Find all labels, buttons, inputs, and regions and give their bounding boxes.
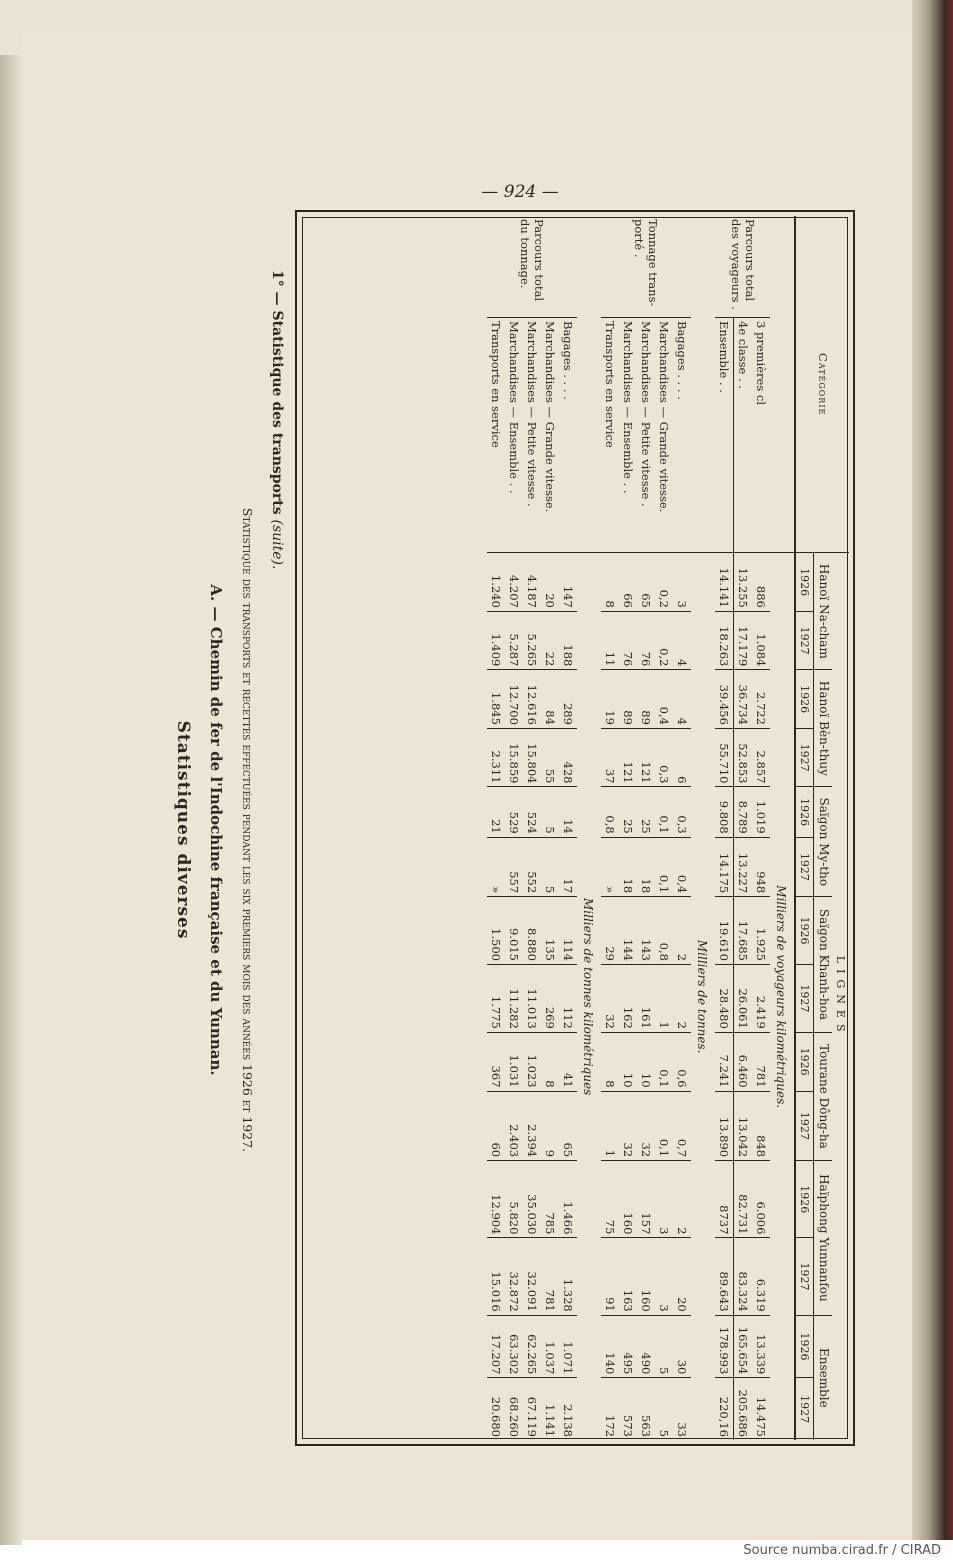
table-cell: 12.700 [505,670,523,729]
year-header: 1926 [795,1161,814,1238]
table-cell: 25 [619,787,637,837]
table-cell: 0,2 [655,553,673,612]
book-edge-right [912,0,953,1540]
table-cell: 1.328 [559,1238,577,1315]
table-cell: 52.853 [734,728,753,787]
table-cell: 13.227 [734,837,753,896]
row-label: Transports en service [601,318,619,553]
table-cell: 13.042 [734,1091,753,1161]
table-cell: 76 [619,611,637,670]
table-cell: 2.722 [752,670,770,729]
section-spacer [577,216,601,553]
category-header: Catégorie [795,216,849,553]
table-cell: 0,1 [655,837,673,896]
group-label: Parcours total des voyageurs . [715,216,770,318]
table-cell: 3 [655,1238,673,1315]
section-spacer [770,216,795,553]
table-cell: 1.925 [752,897,770,965]
table-cell: 18 [619,837,637,896]
table-cell: 13.255 [734,553,753,612]
row-label: 3 premières cl [752,318,770,553]
table-cell: 7.241 [715,1032,734,1091]
table-cell: 21 [487,787,505,837]
table-cell: 37 [601,728,619,787]
row-label: Bagages . . . . [559,318,577,553]
table-cell: 68.260 [505,1378,523,1440]
year-header: 1927 [795,728,814,787]
table-cell: 6.460 [734,1032,753,1091]
group-label: Tonnage trans-porté . [601,216,691,318]
table-cell: 144 [619,897,637,965]
table-cell: 2 [673,1161,691,1238]
table-cell: 8 [601,553,619,612]
table-cell: 4.207 [505,553,523,612]
table-cell: 17.685 [734,897,753,965]
table-cell: 10 [619,1032,637,1091]
table-cell: 529 [505,787,523,837]
table-cell: 172 [601,1378,619,1440]
table-cell: 67.119 [523,1378,541,1440]
table-cell: 1 [655,964,673,1032]
table-cell: 2.403 [505,1091,523,1161]
table-cell: 15.804 [523,728,541,787]
table-cell: 13.890 [715,1091,734,1161]
table-cell: 32 [619,1091,637,1161]
line-header: Saïgon Khanh-hoa [814,897,832,1033]
table-cell: 36.734 [734,670,753,729]
year-header: 1926 [795,1315,814,1378]
table-row [655,216,673,1440]
table-cell: 4 [673,670,691,729]
table-cell: 161 [637,964,655,1032]
table-cell: 524 [523,787,541,837]
table-cell: 17.207 [487,1315,505,1378]
table-cell: 65 [559,1091,577,1161]
table-cell: 848 [752,1091,770,1161]
table-cell: 11.282 [505,964,523,1032]
year-header: 1926 [795,897,814,965]
table-cell: 28.480 [715,964,734,1032]
table-cell: 269 [541,964,559,1032]
table-cell: 178.993 [715,1315,734,1378]
table-cell: 19.610 [715,897,734,965]
table-cell: 1.240 [487,553,505,612]
table-cell: 4.187 [523,553,541,612]
table-cell: 5 [541,837,559,896]
table-cell: 2.419 [752,964,770,1032]
table-cell: 9.015 [505,897,523,965]
table-cell: 83.324 [734,1238,753,1315]
section-subtitle: A. — Chemin de fer de l'Indochine française et du Yunnan. [207,584,225,1076]
table-cell: 563 [637,1378,655,1440]
line-header: Haïphong Yunnanfou [814,1161,832,1316]
table-cell: 19 [601,670,619,729]
table-cell: 3 [673,553,691,612]
table-cell: 557 [505,837,523,896]
table-cell: 75 [601,1161,619,1238]
row-label: Marchandises — Grande vitesse. [655,318,673,553]
table-cell: 32.872 [505,1238,523,1315]
table-cell: 0,3 [655,728,673,787]
table-cell: 15.859 [505,728,523,787]
table-row [487,216,505,1440]
section-title: Milliers de tonnes. [695,939,710,1054]
section-title-row [770,216,795,1440]
table-cell: 8.789 [734,787,753,837]
table-cell: 32 [601,964,619,1032]
table-cell: 3 [655,1161,673,1238]
year-header: 1926 [795,670,814,729]
table-cell: 10 [637,1032,655,1091]
table-cell: 65 [637,553,655,612]
section-heading-suffix: (suite). [269,519,285,570]
table-cell: 8 [601,1032,619,1091]
table-cell: 1.500 [487,897,505,965]
table-cell: 25 [637,787,655,837]
table-cell: 6.319 [752,1238,770,1315]
table-cell: 162 [619,964,637,1032]
table-cell: 15.016 [487,1238,505,1315]
table-cell: 948 [752,837,770,896]
table-cell: 5.820 [505,1161,523,1238]
table-cell: 11.013 [523,964,541,1032]
table-row [559,216,577,1440]
table-cell: 5.287 [505,611,523,670]
table-cell: 495 [619,1315,637,1378]
table-cell: 0,1 [655,1032,673,1091]
table-row [601,216,619,1440]
lignes-header: LIGNES [834,955,847,1038]
table-cell: 12.616 [523,670,541,729]
table-cell: 1 [601,1091,619,1161]
table-cell: 5 [655,1315,673,1378]
source-credit: Source numba.cirad.fr / CIRAD [743,1543,941,1558]
table-row [505,216,523,1440]
table-cell: 2.138 [559,1378,577,1440]
table-cell: 160 [637,1238,655,1315]
line-header: Hanoï Bèn-thuy [814,670,832,787]
table-cell: 11 [601,611,619,670]
row-label: Marchandises — Ensemble . . [619,318,637,553]
table-cell: 14.475 [752,1378,770,1440]
page-title: Statistiques diverses [173,720,193,940]
table-cell: 18.263 [715,611,734,670]
table-cell: 0,4 [655,670,673,729]
group-label: Parcours total du tonnage. [487,216,577,318]
table-description: Statistique des transports et recettes effectuées pendant les six premiers mois des années 1926 et 1927. [240,507,255,1153]
table-cell: 0,2 [655,611,673,670]
header-row-lignes [832,216,849,1440]
table-cell: 17.179 [734,611,753,670]
table-cell: 121 [619,728,637,787]
table-cell: 1.084 [752,611,770,670]
table-cell: 5 [541,787,559,837]
table-cell: 55.710 [715,728,734,787]
table-row [715,216,734,1440]
table-cell: 20.680 [487,1378,505,1440]
table-cell: 32.091 [523,1238,541,1315]
table-cell: 13.339 [752,1315,770,1378]
table-cell: 41 [559,1032,577,1091]
table-cell: 76 [637,611,655,670]
table-cell: » [487,837,505,896]
line-header: Hanoï Na-cham [814,553,832,670]
table-cell: 157 [637,1161,655,1238]
table-cell: 2.857 [752,728,770,787]
table-cell: 8 [541,1032,559,1091]
table-cell: 22 [541,611,559,670]
year-header: 1926 [795,1032,814,1091]
table-cell: 18 [637,837,655,896]
table-row [523,216,541,1440]
table-cell: 490 [637,1315,655,1378]
year-header: 1927 [795,837,814,896]
table-cell: 188 [559,611,577,670]
table-row [752,216,770,1440]
table-cell: 0,4 [673,837,691,896]
table-cell: » [601,837,619,896]
table-cell: 2 [673,964,691,1032]
table-cell: 1.466 [559,1161,577,1238]
table-cell: 14.141 [715,553,734,612]
table-cell: 114 [559,897,577,965]
table-cell: 9.808 [715,787,734,837]
table-cell: 1.845 [487,670,505,729]
row-label: Bagages . . . . [673,318,691,553]
table-cell: 165.654 [734,1315,753,1378]
table-cell: 0,8 [601,787,619,837]
row-label: Marchandises — Grande vitesse. [541,318,559,553]
table-cell: 1.037 [541,1315,559,1378]
section-heading-prefix: 1° — Statistique des transports [269,270,285,515]
table-cell: 428 [559,728,577,787]
table-cell: 160 [619,1161,637,1238]
rotated-content [115,210,855,1450]
table-cell: 84 [541,670,559,729]
table-cell: 89 [637,670,655,729]
table-cell: 63.302 [505,1315,523,1378]
table-row [541,216,559,1440]
table-cell: 1.141 [541,1378,559,1440]
table-cell: 2 [673,897,691,965]
table-cell: 367 [487,1032,505,1091]
table-cell: 26.061 [734,964,753,1032]
section-title-row [577,216,601,1440]
table-row [619,216,637,1440]
year-header: 1927 [795,1378,814,1440]
table-cell: 20 [541,553,559,612]
table-cell: 781 [752,1032,770,1091]
line-header: Tourane Dông-ha [814,1032,832,1160]
table-cell: 14.175 [715,837,734,896]
table-cell: 32 [637,1091,655,1161]
table-cell: 886 [752,553,770,612]
table-cell: 8.880 [523,897,541,965]
table-cell: 573 [619,1378,637,1440]
table-cell: 0,6 [673,1032,691,1091]
year-header: 1927 [795,611,814,670]
table-cell: 781 [541,1238,559,1315]
row-label: Transports en service [487,318,505,553]
table-cell: 55 [541,728,559,787]
table-cell: 39.456 [715,670,734,729]
table-cell: 9 [541,1091,559,1161]
table-cell: 2.311 [487,728,505,787]
row-label: Marchandises — Ensemble . . [505,318,523,553]
table-cell: 33 [673,1378,691,1440]
table-cell: 135 [541,897,559,965]
section-title: Milliers de voyageurs kilométriques. [774,885,789,1109]
section-heading [269,270,285,569]
table-cell: 0,3 [673,787,691,837]
row-label: Ensemble . . [715,318,734,553]
table-cell: 147 [559,553,577,612]
table-cell: 91 [601,1238,619,1315]
table-cell: 14 [559,787,577,837]
table-body [487,216,795,1440]
table-cell: 6.006 [752,1161,770,1238]
table-cell: 289 [559,670,577,729]
table-cell: 60 [487,1091,505,1161]
table-cell: 66 [619,553,637,612]
table-cell: 0,7 [673,1091,691,1161]
row-label: 4e classe . . [734,318,753,553]
table-cell: 0,1 [655,787,673,837]
statistics-table [487,216,849,1440]
table-cell: 6 [673,728,691,787]
table-cell: 5.265 [523,611,541,670]
section-spacer [691,216,715,553]
page-number: — 924 — [481,182,559,202]
table-row [637,216,655,1440]
table-cell: 4 [673,611,691,670]
table-cell: 0,1 [655,1091,673,1161]
year-header: 1927 [795,964,814,1032]
table-cell: 1.023 [523,1032,541,1091]
line-header: Ensemble [814,1315,832,1440]
year-header: 1926 [795,787,814,837]
table-cell: 163 [619,1238,637,1315]
table-cell: 1.019 [752,787,770,837]
table-cell: 0,8 [655,897,673,965]
table-cell: 1.775 [487,964,505,1032]
table-cell: 205.686 [734,1378,753,1440]
table-cell: 1.031 [505,1032,523,1091]
table-cell: 20 [673,1238,691,1315]
row-label: Marchandises — Petite vitesse . [637,318,655,553]
table-cell: 112 [559,964,577,1032]
table-cell: 62.265 [523,1315,541,1378]
book-edge-left [0,55,22,1545]
table-cell: 17 [559,837,577,896]
table-cell: 1.071 [559,1315,577,1378]
table-cell: 29 [601,897,619,965]
table-cell: 143 [637,897,655,965]
year-header: 1926 [795,553,814,612]
table-cell: 35.030 [523,1161,541,1238]
table-cell: 785 [541,1161,559,1238]
table-cell: 30 [673,1315,691,1378]
table-row [734,216,753,1440]
year-header: 1927 [795,1238,814,1315]
table-cell: 1.409 [487,611,505,670]
line-header: Saïgon My-tho [814,787,832,897]
table-cell: 552 [523,837,541,896]
section-title-row [691,216,715,1440]
table-cell: 5 [655,1378,673,1440]
table-cell: 12.904 [487,1161,505,1238]
table-row [673,216,691,1440]
table-cell: 89 [619,670,637,729]
table-cell: 82.731 [734,1161,753,1238]
year-header: 1927 [795,1091,814,1161]
table-cell: 140 [601,1315,619,1378]
table-cell: 89.643 [715,1238,734,1315]
table-cell: 121 [637,728,655,787]
table-cell: 8737 [715,1161,734,1238]
row-label: Marchandises — Petite vitesse . [523,318,541,553]
section-title: Milliers de tonnes kilométriques [581,898,596,1096]
table-cell: 2.394 [523,1091,541,1161]
table-cell: 220,16 [715,1378,734,1440]
